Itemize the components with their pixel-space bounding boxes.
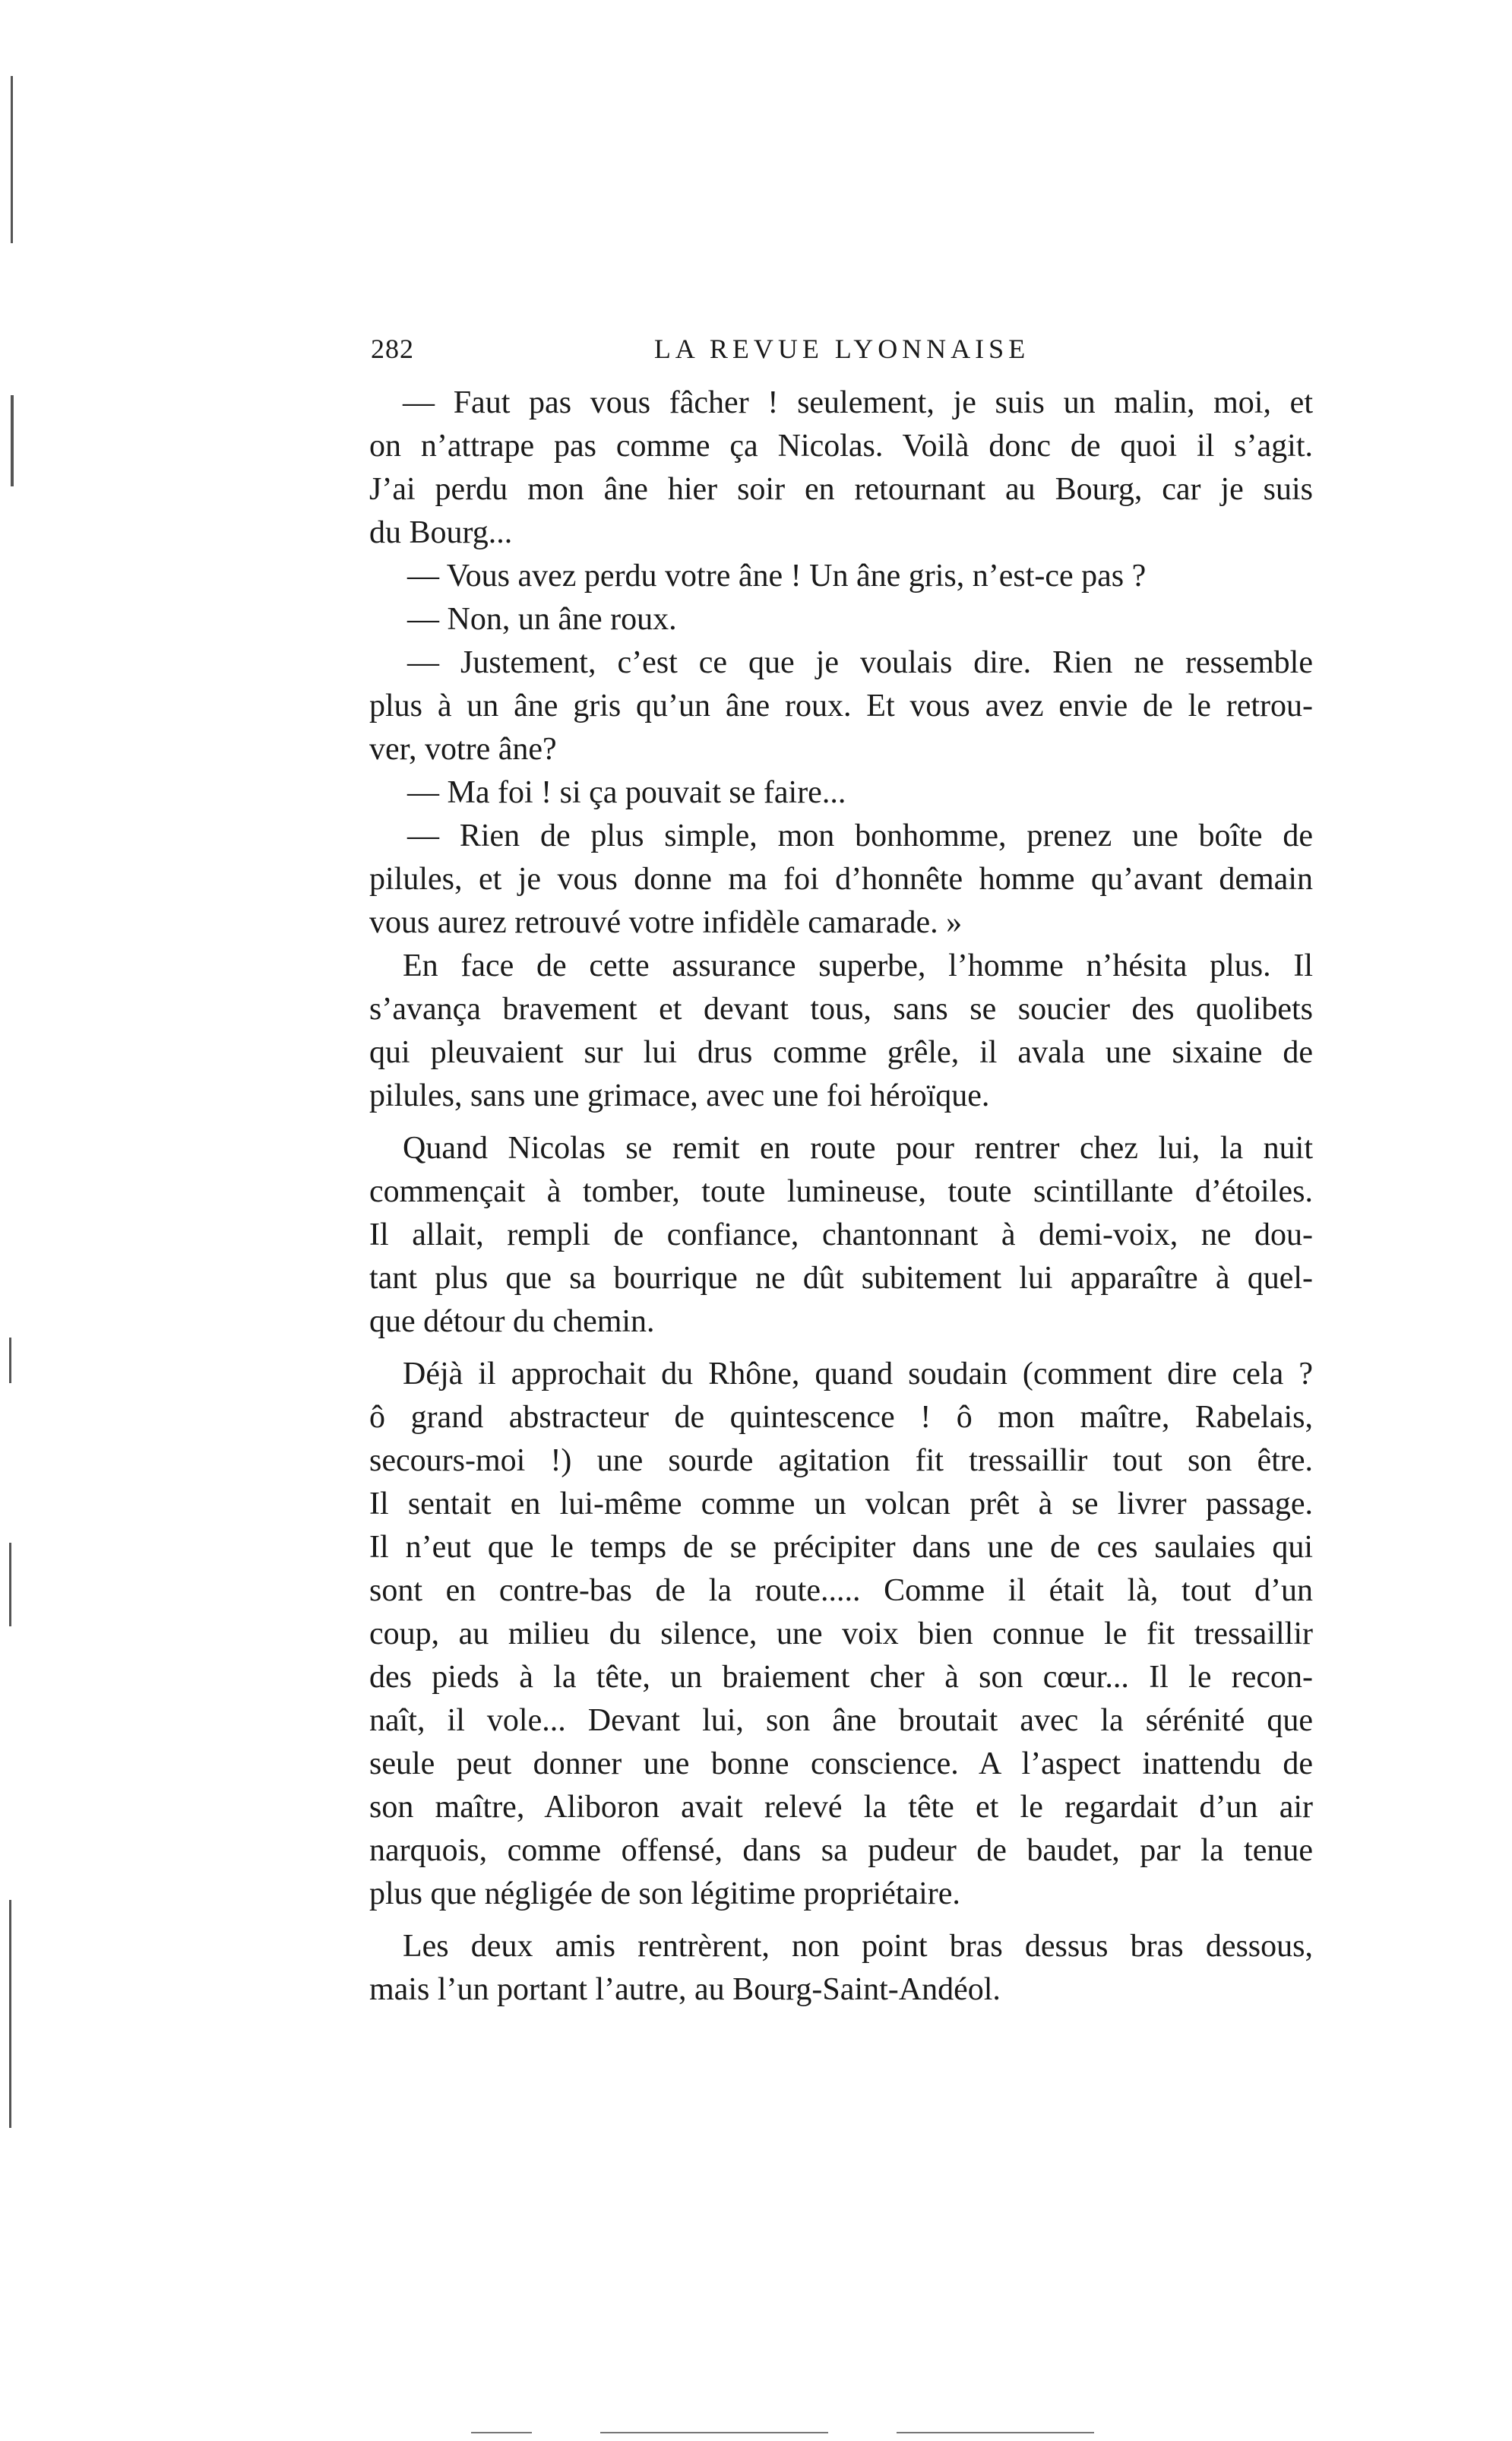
- scan-margin-mark: [9, 1900, 11, 2128]
- scan-bottom-rule: [600, 2432, 828, 2433]
- text-line: ver, votre âne?: [369, 732, 557, 767]
- text-line: — Justement, c’est ce que je voulais dire. Rien ne ressemble: [407, 645, 1313, 680]
- text-line: — Faut pas vous fâcher ! seulement, je suis un malin, moi, et: [403, 385, 1313, 420]
- text-line: Les deux amis rentrèrent, non point bras dessus bras dessous,: [403, 1929, 1313, 1964]
- scan-margin-mark: [9, 1338, 11, 1383]
- text-line: ô grand abstracteur de quintescence ! ô mon maître, Rabelais,: [369, 1400, 1313, 1435]
- text-line: des pieds à la tête, un braiement cher à son cœur... Il le recon-: [369, 1660, 1313, 1695]
- text-line: Il allait, rempli de confiance, chantonnant à demi-voix, ne dou-: [369, 1217, 1313, 1252]
- text-line: pilules, et je vous donne ma foi d’honnête homme qu’avant demain: [369, 862, 1313, 897]
- page-header: [371, 333, 1313, 378]
- text-line: narquois, comme offensé, dans sa pudeur de baudet, par la tenue: [369, 1833, 1313, 1868]
- text-line: secours-moi !) une sourde agitation fit tressaillir tout son être.: [369, 1443, 1313, 1478]
- text-line: — Rien de plus simple, mon bonhomme, prenez une boîte de: [407, 818, 1313, 853]
- text-line: Il sentait en lui-même comme un volcan prêt à se livrer passage.: [369, 1486, 1313, 1521]
- text-line: s’avança bravement et devant tous, sans se soucier des quolibets: [369, 992, 1313, 1027]
- text-line: seule peut donner une bonne conscience. A l’aspect inattendu de: [369, 1746, 1313, 1781]
- running-title: LA REVUE LYONNAISE: [653, 334, 1030, 364]
- scan-margin-mark: [9, 1543, 11, 1626]
- text-line: J’ai perdu mon âne hier soir en retournant au Bourg, car je suis: [369, 472, 1313, 507]
- paragraph-gap: [369, 1344, 1313, 1353]
- text-line: Quand Nicolas se remit en route pour rentrer chez lui, la nuit: [403, 1131, 1313, 1166]
- text-line: on n’attrape pas comme ça Nicolas. Voilà donc de quoi il s’agit.: [369, 429, 1313, 464]
- text-line: Déjà il approchait du Rhône, quand soudain (comment dire cela ?: [403, 1357, 1313, 1391]
- body-text: [369, 382, 1313, 2012]
- page-number: 282: [371, 334, 414, 364]
- text-line: mais l’un portant l’autre, au Bourg-Saint-Andéol.: [369, 1972, 1001, 2007]
- text-line: En face de cette assurance superbe, l’homme n’hésita plus. Il: [403, 948, 1313, 983]
- text-line: — Vous avez perdu votre âne ! Un âne gris, n’est-ce pas ?: [407, 559, 1147, 594]
- scan-margin-mark: [11, 395, 14, 486]
- text-line: Il n’eut que le temps de se précipiter dans une de ces saulaies qui: [369, 1530, 1313, 1565]
- text-line: coup, au milieu du silence, une voix bien connue le fit tressaillir: [369, 1616, 1313, 1651]
- scan-margin-mark: [11, 76, 13, 243]
- text-line: tant plus que sa bourrique ne dût subitement lui apparaître à quel-: [369, 1261, 1313, 1296]
- paragraph-gap: [369, 1118, 1313, 1127]
- text-line: du Bourg...: [369, 515, 513, 550]
- text-line: qui pleuvaient sur lui drus comme grêle, il avala une sixaine de: [369, 1035, 1313, 1070]
- text-line: que détour du chemin.: [369, 1304, 655, 1339]
- text-line: — Ma foi ! si ça pouvait se faire...: [407, 775, 846, 810]
- text-line: naît, il vole... Devant lui, son âne broutait avec la sérénité que: [369, 1703, 1313, 1738]
- text-line: son maître, Aliboron avait relevé la tête et le regardait d’un air: [369, 1790, 1313, 1825]
- text-line: — Non, un âne roux.: [407, 602, 677, 637]
- paragraph-gap: [369, 1916, 1313, 1925]
- scan-bottom-rule: [897, 2432, 1094, 2433]
- scan-bottom-rule: [471, 2432, 532, 2433]
- text-line: sont en contre-bas de la route..... Comme il était là, tout d’un: [369, 1573, 1313, 1608]
- text-line: plus à un âne gris qu’un âne roux. Et vous avez envie de le retrou-: [369, 689, 1313, 723]
- text-line: vous aurez retrouvé votre infidèle camarade. »: [369, 905, 963, 940]
- text-line: pilules, sans une grimace, avec une foi héroïque.: [369, 1078, 990, 1113]
- text-line: commençait à tomber, toute lumineuse, toute scintillante d’étoiles.: [369, 1174, 1313, 1209]
- text-line: plus que négligée de son légitime propriétaire.: [369, 1876, 960, 1911]
